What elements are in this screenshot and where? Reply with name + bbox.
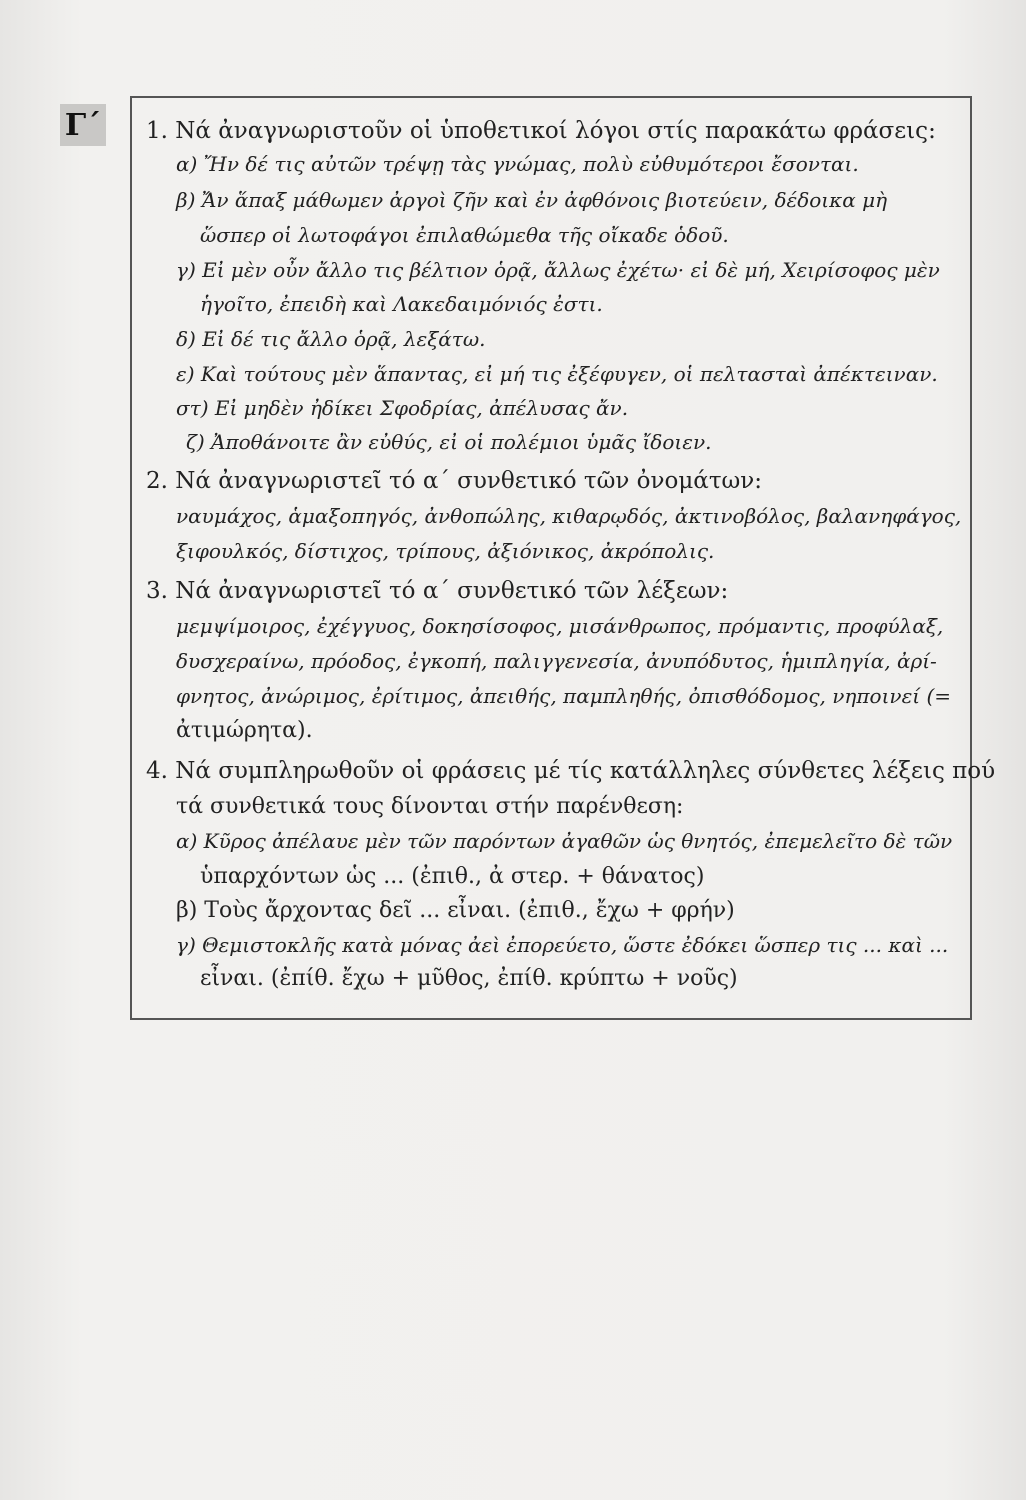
q4-item-b: β) Τοὺς ἄρχοντας δεῖ ... εἶναι. (ἐπιθ., ἔχω + φρήν)	[176, 898, 735, 923]
question-3: 3. Νά ἀναγνωριστεῖ τό α΄ συνθετικό τῶν λέξεων:	[146, 578, 729, 604]
question-4: 4. Νά συμπληρωθοῦν οἱ φράσεις μέ τίς κατάλληλες σύνθετες λέξεις πού	[146, 758, 996, 784]
q1-item-e: ε) Καὶ τούτους μὲν ἅπαντας, εἰ μή τις ἐξέφυγεν, οἱ πελτασταὶ ἀπέκτειναν.	[176, 362, 938, 386]
q1-item-b-cont: ὥσπερ οἱ λωτοφάγοι ἐπιλαθώμεθα τῆς οἴκαδε ὁδοῦ.	[200, 223, 729, 247]
q1-item-d: δ) Εἰ δέ τις ἄλλο ὁρᾷ, λεξάτω.	[176, 327, 486, 351]
q2-words-2: ξιφουλκός, δίστιχος, τρίπους, ἀξιόνικος, ἀκρόπολις.	[176, 539, 715, 563]
q1-item-b: β) Ἄν ἅπαξ μάθωμεν ἀργοὶ ζῆν καὶ ἐν ἀφθόνοις βιοτεύειν, δέδοικα μὴ	[176, 188, 888, 212]
q3-words-1: μεμψίμοιρος, ἐχέγγυος, δοκησίσοφος, μισάνθρωπος, πρόμαντις, προφύλαξ,	[176, 614, 944, 638]
question-2: 2. Νά ἀναγνωριστεῖ τό α΄ συνθετικό τῶν ὀνομάτων:	[146, 468, 763, 494]
q3-words-4: ἀτιμώρητα).	[176, 718, 313, 743]
q1-item-g: ζ) Ἀποθάνοιτε ἂν εὐθύς, εἰ οἱ πολέμιοι ὑμᾶς ἴδοιεν.	[186, 430, 712, 454]
question-4-cont: τά συνθετικά τους δίνονται στήν παρένθεση:	[176, 794, 684, 819]
q3-words-2: δυσχεραίνω, πρόοδος, ἐγκοπή, παλιγγενεσία, ἀνυπόδυτος, ἡμιπληγία, ἀρί-	[176, 649, 937, 673]
q4-item-a: α) Κῦρος ἀπέλαυε μὲν τῶν παρόντων ἀγαθῶν ὡς θνητός, ἐπεμελεῖτο δὲ τῶν	[176, 829, 953, 853]
q3-words-3: φνητος, ἀνώριμος, ἐρίτιμος, ἀπειθής, παμπληθής, ὀπισθόδομος, νηποινεί (=	[176, 684, 952, 708]
q4-item-c-cont: εἶναι. (ἐπίθ. ἔχω + μῦθος, ἐπίθ. κρύπτω + νοῦς)	[200, 966, 738, 991]
question-1: 1. Νά ἀναγνωριστοῦν οἱ ὑποθετικοί λόγοι στίς παρακάτω φράσεις:	[146, 118, 936, 144]
q1-item-c: γ) Εἰ μὲν οὖν ἄλλο τις βέλτιον ὁρᾷ, ἄλλως ἐχέτω· εἰ δὲ μή, Χειρίσοφος μὲν	[176, 258, 940, 282]
section-label: Γ΄	[60, 104, 106, 146]
q1-item-f: στ) Εἰ μηδὲν ἠδίκει Σφοδρίας, ἀπέλυσας ἄν.	[176, 396, 629, 420]
q4-item-c: γ) Θεμιστοκλῆς κατὰ μόνας ἀεὶ ἐπορεύετο, ὥστε ἐδόκει ὥσπερ τις ... καὶ ...	[176, 933, 949, 957]
q1-item-c-cont: ἡγοῖτο, ἐπειδὴ καὶ Λακεδαιμόνιός ἐστι.	[200, 292, 603, 316]
q2-words-1: ναυμάχος, ἁμαξοπηγός, ἀνθοπώλης, κιθαρῳδός, ἀκτινοβόλος, βαλανηφάγος,	[176, 504, 962, 528]
q4-item-a-cont: ὑπαρχόντων ὡς ... (ἐπιθ., ἀ στερ. + θάνατος)	[200, 864, 705, 889]
q1-item-a: α) Ἤν δέ τις αὐτῶν τρέψῃ τὰς γνώμας, πολὺ εὐθυμότεροι ἔσονται.	[176, 152, 859, 176]
